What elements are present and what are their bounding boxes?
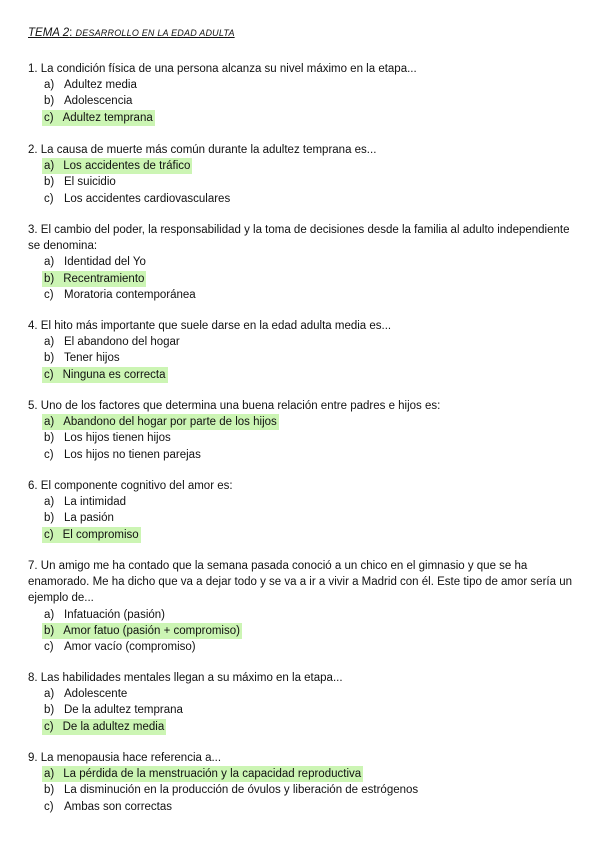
question-block	[28, 558, 573, 655]
question-block	[28, 318, 573, 383]
answer-highlight	[42, 766, 363, 782]
answer-option	[28, 93, 573, 109]
answer-option	[28, 510, 573, 526]
option-letter: b)	[44, 176, 55, 189]
option-text: De la adultez media	[62, 720, 165, 733]
option-text: Los hijos tienen hijos	[64, 432, 171, 445]
answer-option-correct	[28, 527, 573, 543]
answer-option	[28, 174, 573, 190]
option-text: Adultez temprana	[62, 111, 153, 124]
answer-option-correct	[28, 110, 573, 126]
question-block	[28, 478, 573, 543]
option-list	[28, 77, 573, 126]
answer-highlight	[42, 623, 242, 639]
option-letter: b)	[44, 95, 55, 108]
option-letter: c)	[44, 288, 54, 301]
option-letter: c)	[44, 720, 54, 733]
answer-highlight	[42, 158, 192, 174]
title-subtitle: DESARROLLO EN LA EDAD ADULTA	[75, 28, 235, 38]
option-text: El compromiso	[62, 528, 139, 541]
option-letter: a)	[44, 608, 55, 621]
option-letter: a)	[44, 256, 55, 269]
option-list	[28, 494, 573, 543]
option-letter: c)	[44, 800, 54, 813]
answer-option	[28, 350, 573, 366]
answer-highlight	[42, 414, 279, 430]
answer-highlight	[42, 367, 168, 383]
option-text: El abandono del hogar	[64, 336, 180, 349]
option-text: Los accidentes cardiovasculares	[64, 192, 231, 205]
question-block	[28, 750, 573, 815]
option-list	[28, 414, 573, 463]
answer-option-correct	[28, 271, 573, 287]
option-letter: a)	[44, 688, 55, 701]
answer-highlight	[42, 271, 146, 287]
option-letter: a)	[44, 416, 55, 429]
option-text: Ambas son correctas	[64, 800, 173, 813]
option-letter: c)	[44, 528, 54, 541]
question-text: 5. Uno de los factores que determina una buena relación entre padres e hijos es:	[28, 400, 441, 412]
option-letter: b)	[44, 512, 55, 525]
option-text: Abandono del hogar por parte de los hijos	[63, 416, 277, 429]
option-list	[28, 254, 573, 303]
option-letter: a)	[44, 79, 55, 92]
answer-option	[28, 430, 573, 446]
question-text: 9. La menopausia hace referencia a...	[28, 752, 222, 764]
answer-option-correct	[28, 719, 573, 735]
answer-highlight	[42, 110, 155, 126]
question-text: 7. Un amigo me ha contado que la semana pasada conoció a un chico en el gimnasio y que se ha enamorado. Me ha dicho que va a dejar todo y se va a ir a vivir a Madrid con él. Este tipo de amor sería un ejemplo de...	[28, 560, 572, 605]
option-letter: b)	[44, 272, 55, 285]
option-text: Los hijos no tienen parejas	[64, 448, 201, 461]
option-text: Adolescencia	[64, 95, 133, 108]
answer-option	[28, 334, 573, 350]
option-text: Amor vacío (compromiso)	[64, 640, 196, 653]
answer-option	[28, 191, 573, 207]
option-letter: c)	[44, 368, 54, 381]
answer-option	[28, 447, 573, 463]
document-title	[28, 27, 235, 39]
option-text: Adultez media	[64, 79, 137, 92]
answer-option	[28, 639, 573, 655]
question-text: 4. El hito más importante que suele darse en la edad adulta media es...	[28, 320, 392, 332]
option-letter: a)	[44, 160, 55, 173]
question-block	[28, 398, 573, 463]
answer-option-correct	[28, 414, 573, 430]
option-text: Adolescente	[64, 688, 128, 701]
option-text: Los accidentes de tráfico	[63, 160, 191, 173]
answer-highlight	[42, 719, 166, 735]
option-list	[28, 158, 573, 207]
question-block	[28, 142, 573, 207]
option-list	[28, 686, 573, 735]
answer-option-correct	[28, 158, 573, 174]
question-text: 8. Las habilidades mentales llegan a su máximo en la etapa...	[28, 672, 343, 684]
option-list	[28, 766, 573, 815]
answer-option	[28, 77, 573, 93]
question-text: 1. La condición física de una persona alcanza su nivel máximo en la etapa...	[28, 63, 417, 75]
question-text: 6. El componente cognitivo del amor es:	[28, 480, 233, 492]
option-letter: b)	[44, 432, 55, 445]
option-text: Infatuación (pasión)	[64, 608, 166, 621]
answer-highlight	[42, 527, 141, 543]
answer-option-correct	[28, 367, 573, 383]
option-list	[28, 607, 573, 656]
question-text: 2. La causa de muerte más común durante la adultez temprana es...	[28, 144, 377, 156]
answer-option	[28, 494, 573, 510]
option-letter: b)	[44, 352, 55, 365]
question-block	[28, 670, 573, 735]
answer-option	[28, 287, 573, 303]
option-letter: b)	[44, 704, 55, 717]
answer-option	[28, 254, 573, 270]
title-topic: TEMA 2	[28, 27, 70, 39]
option-text: El suicidio	[64, 176, 116, 189]
option-letter: b)	[44, 784, 55, 797]
option-text: La intimidad	[64, 496, 127, 509]
option-letter: c)	[44, 640, 54, 653]
option-text: Recentramiento	[63, 272, 145, 285]
option-text: La pérdida de la menstruación y la capacidad reproductiva	[63, 768, 362, 781]
answer-option	[28, 702, 573, 718]
option-text: Identidad del Yo	[64, 256, 146, 269]
option-text: Ninguna es correcta	[62, 368, 166, 381]
answer-option-correct	[28, 623, 573, 639]
option-letter: c)	[44, 448, 54, 461]
option-letter: c)	[44, 111, 54, 124]
option-list	[28, 334, 573, 383]
title-separator: :	[69, 27, 76, 39]
answer-option	[28, 782, 573, 798]
answer-option	[28, 686, 573, 702]
option-text: La pasión	[64, 512, 114, 525]
question-block	[28, 222, 573, 303]
answer-option	[28, 607, 573, 623]
option-letter: a)	[44, 336, 55, 349]
option-letter: a)	[44, 496, 55, 509]
option-letter: a)	[44, 768, 55, 781]
question-text: 3. El cambio del poder, la responsabilidad y la toma de decisiones desde la familia al adulto independiente se denomina:	[28, 224, 570, 253]
answer-option-correct	[28, 766, 573, 782]
option-text: Amor fatuo (pasión + compromiso)	[63, 624, 240, 637]
question-block	[28, 61, 573, 126]
option-text: De la adultez temprana	[64, 704, 183, 717]
option-text: Moratoria contemporánea	[64, 288, 196, 301]
answer-option	[28, 799, 573, 815]
option-text: Tener hijos	[64, 352, 120, 365]
option-letter: b)	[44, 624, 55, 637]
option-letter: c)	[44, 192, 54, 205]
option-text: La disminución en la producción de óvulos y liberación de estrógenos	[64, 784, 419, 797]
